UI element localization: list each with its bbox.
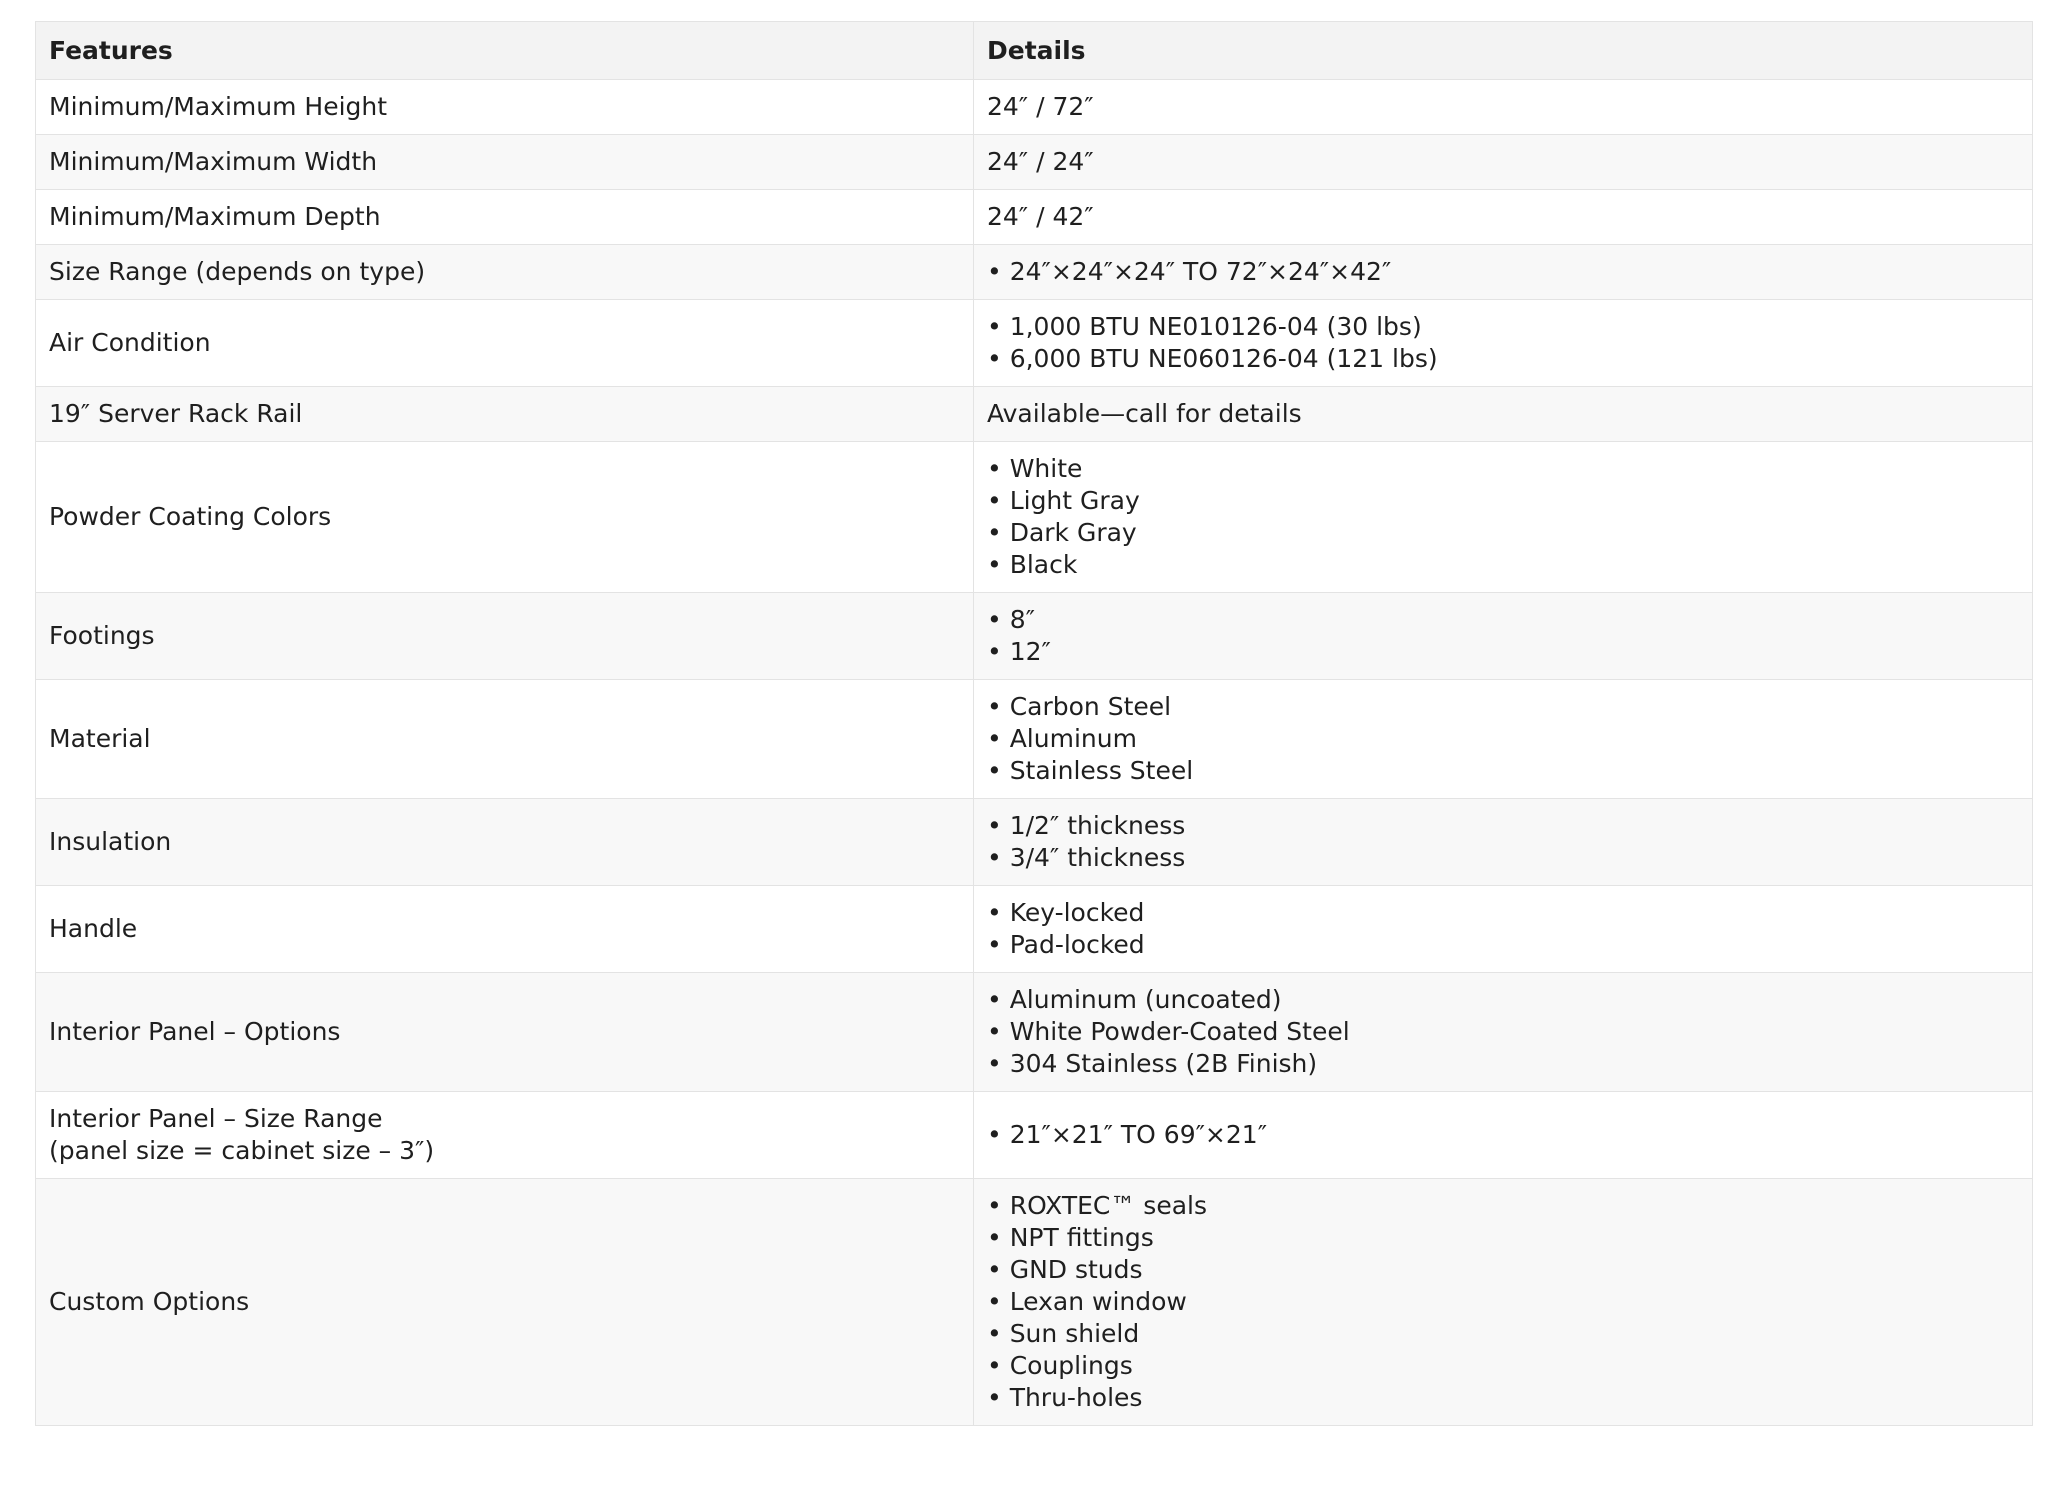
- detail-line: • GND studs: [987, 1255, 1143, 1284]
- detail-line: • Sun shield: [987, 1319, 1140, 1348]
- details-column-header: Details: [974, 22, 2033, 80]
- table-row: [36, 593, 2033, 680]
- feature-cell: [36, 593, 974, 680]
- detail-line: • 6,000 BTU NE060126-04 (121 lbs): [987, 344, 1438, 373]
- table-row: [36, 190, 2033, 245]
- feature-text: Minimum/Maximum Width: [49, 147, 378, 176]
- feature-text: Footings: [49, 621, 155, 650]
- detail-line: • Dark Gray: [987, 518, 1137, 547]
- feature-cell: [36, 245, 974, 300]
- detail-line: Available—call for details: [987, 399, 1302, 428]
- feature-cell: [36, 1179, 974, 1426]
- details-cell: [974, 135, 2033, 190]
- feature-cell: [36, 80, 974, 135]
- feature-text: Material: [49, 724, 151, 753]
- feature-text: Interior Panel – Options: [49, 1017, 341, 1046]
- details-cell: [974, 442, 2033, 593]
- detail-line: • NPT fittings: [987, 1223, 1154, 1252]
- feature-cell: [36, 1092, 974, 1179]
- detail-line: 24″ / 24″: [987, 147, 1094, 176]
- header-row: [36, 22, 2033, 80]
- detail-line: • ROXTEC™ seals: [987, 1191, 1207, 1220]
- detail-line: • Couplings: [987, 1351, 1133, 1380]
- detail-line: 24″ / 72″: [987, 92, 1094, 121]
- feature-text: Air Condition: [49, 328, 211, 357]
- detail-line: • Carbon Steel: [987, 692, 1172, 721]
- detail-line: • Key-locked: [987, 898, 1145, 927]
- features-table-container: [35, 21, 2032, 1426]
- detail-line: • Black: [987, 550, 1078, 579]
- feature-cell: [36, 135, 974, 190]
- table-row: [36, 973, 2033, 1092]
- feature-text: (panel size = cabinet size – 3″): [49, 1136, 435, 1165]
- detail-line: • 24″×24″×24″ TO 72″×24″×42″: [987, 257, 1392, 286]
- detail-line: • 21″×21″ TO 69″×21″: [987, 1120, 1268, 1149]
- table-row: [36, 680, 2033, 799]
- feature-cell: [36, 680, 974, 799]
- details-cell: [974, 1092, 2033, 1179]
- details-cell: [974, 1179, 2033, 1426]
- table-row: [36, 442, 2033, 593]
- feature-text: Custom Options: [49, 1287, 250, 1316]
- feature-cell: [36, 190, 974, 245]
- table-row: [36, 886, 2033, 973]
- details-cell: [974, 680, 2033, 799]
- details-cell: [974, 973, 2033, 1092]
- detail-line: • Aluminum: [987, 724, 1137, 753]
- detail-line: • 8″: [987, 605, 1035, 634]
- feature-text: Handle: [49, 914, 138, 943]
- feature-cell: [36, 442, 974, 593]
- detail-line: • Thru-holes: [987, 1383, 1143, 1412]
- detail-line: 24″ / 42″: [987, 202, 1094, 231]
- detail-line: • White Powder-Coated Steel: [987, 1017, 1350, 1046]
- feature-cell: [36, 973, 974, 1092]
- feature-cell: [36, 300, 974, 387]
- feature-cell: [36, 799, 974, 886]
- table-row: [36, 1179, 2033, 1426]
- details-cell: [974, 190, 2033, 245]
- detail-line: • Aluminum (uncoated): [987, 985, 1282, 1014]
- detail-line: • Lexan window: [987, 1287, 1187, 1316]
- feature-text: Insulation: [49, 827, 172, 856]
- table-row: [36, 387, 2033, 442]
- details-cell: [974, 80, 2033, 135]
- table-row: [36, 799, 2033, 886]
- feature-text: Powder Coating Colors: [49, 502, 332, 531]
- feature-cell: [36, 886, 974, 973]
- detail-line: • 3/4″ thickness: [987, 843, 1186, 872]
- detail-line: • 1,000 BTU NE010126-04 (30 lbs): [987, 312, 1422, 341]
- feature-text: Interior Panel – Size Range: [49, 1104, 383, 1133]
- table-row: [36, 135, 2033, 190]
- detail-line: • White: [987, 454, 1083, 483]
- feature-cell: [36, 387, 974, 442]
- table-row: [36, 245, 2033, 300]
- details-cell: [974, 245, 2033, 300]
- detail-line: • 1/2″ thickness: [987, 811, 1186, 840]
- detail-line: • 304 Stainless (2B Finish): [987, 1049, 1318, 1078]
- details-cell: [974, 300, 2033, 387]
- detail-line: • Light Gray: [987, 486, 1140, 515]
- table-row: [36, 300, 2033, 387]
- details-cell: [974, 799, 2033, 886]
- details-cell: [974, 387, 2033, 442]
- features-table: [35, 21, 2033, 1426]
- details-cell: [974, 593, 2033, 680]
- feature-text: Minimum/Maximum Height: [49, 92, 388, 121]
- feature-text: 19″ Server Rack Rail: [49, 399, 303, 428]
- detail-line: • 12″: [987, 637, 1051, 666]
- table-body: [36, 80, 2033, 1426]
- features-column-header: Features: [36, 22, 974, 80]
- table-row: [36, 1092, 2033, 1179]
- table-header: [36, 22, 2033, 80]
- table-row: [36, 80, 2033, 135]
- details-cell: [974, 886, 2033, 973]
- detail-line: • Stainless Steel: [987, 756, 1194, 785]
- feature-text: Size Range (depends on type): [49, 257, 426, 286]
- detail-line: • Pad-locked: [987, 930, 1145, 959]
- feature-text: Minimum/Maximum Depth: [49, 202, 381, 231]
